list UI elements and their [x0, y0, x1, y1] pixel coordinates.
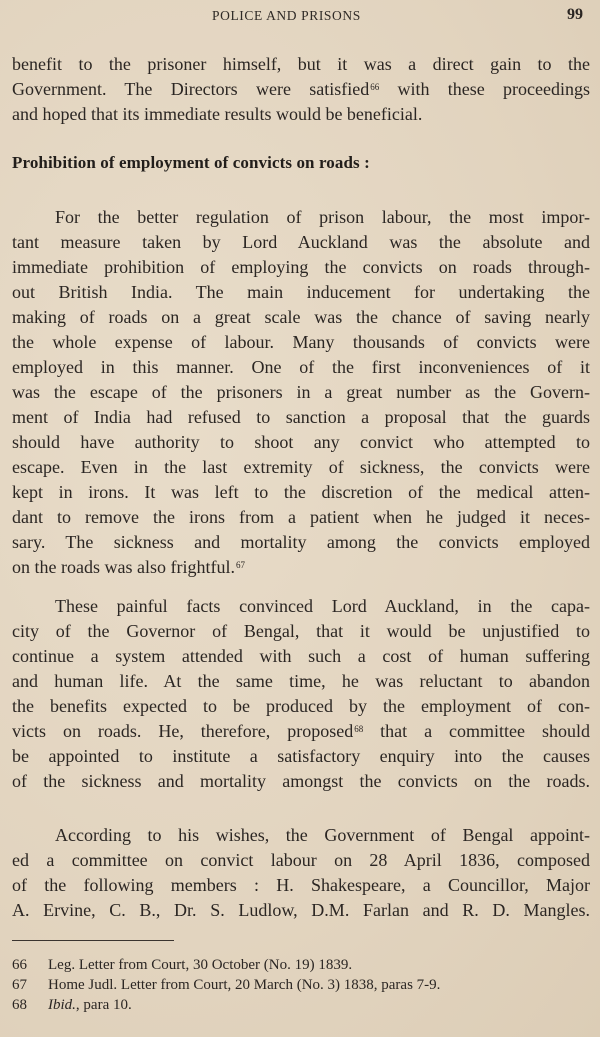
text-line: For the better regulation of prison labour, the most impor- [55, 207, 590, 227]
footnotes [12, 955, 592, 1015]
footnote-ref-66[interactable]: 66 [370, 82, 380, 92]
text-line: out British India. The main inducement for undertaking the [12, 282, 590, 302]
text-line [12, 77, 590, 102]
text-line: and human life. At the same time, he was reluctant to abandon [12, 671, 590, 691]
text-span: Government. The Directors were satisfied [12, 79, 370, 99]
footnote-ref-68[interactable]: 68 [354, 724, 364, 734]
page-number: 99 [567, 6, 583, 23]
text-span: on the roads was also frightful. [12, 557, 235, 577]
running-title: POLICE AND PRISONS [212, 8, 361, 23]
paragraph-committee [12, 823, 590, 923]
footnote-68 [12, 995, 592, 1015]
text-line: should have authority to shoot any convict who attempted to [12, 432, 590, 452]
text-line: city of the Governor of Bengal, that it would be unjustified to [12, 621, 590, 641]
text-line: the benefits expected to be produced by the employment of con- [12, 696, 590, 716]
text-line: the whole expense of labour. Many thousands of convicts were [12, 332, 590, 352]
footnote-italic: Ibid. [48, 997, 76, 1013]
text-line [12, 555, 590, 580]
text-line: of the following members : H. Shakespeare, a Councillor, Major [12, 875, 590, 895]
text-line: was the escape of the prisoners in a great number as the Govern- [12, 382, 590, 402]
text-line: dant to remove the irons from a patient when he judged it neces- [12, 507, 590, 527]
text-line: escape. Even in the last extremity of sickness, the convicts were [12, 457, 590, 477]
text-line: making of roads on a great scale was the chance of saving nearly [12, 307, 590, 327]
text-line: benefit to the prisoner himself, but it was a direct gain to the [12, 54, 590, 74]
text-line: immediate prohibition of employing the convicts on roads through- [12, 257, 590, 277]
running-head [0, 6, 600, 28]
footnote-67 [12, 975, 592, 995]
text-line: According to his wishes, the Government of Bengal appoint- [55, 825, 590, 845]
footnote-text [48, 995, 132, 1015]
text-span: with these proceedings [379, 79, 591, 99]
footnote-66 [12, 955, 592, 975]
text-line: kept in irons. It was left to the discretion of the medical atten- [12, 482, 590, 502]
footnote-number: 66 [12, 957, 27, 973]
footnote-divider [12, 940, 174, 941]
text-line: ed a committee on convict labour on 28 April 1836, composed [12, 850, 590, 870]
text-line: These painful facts convinced Lord Auckland, in the capa- [55, 596, 590, 616]
text-line: be appointed to institute a satisfactory enquiry into the causes [12, 746, 590, 766]
text-line: tant measure taken by Lord Auckland was the absolute and [12, 232, 590, 252]
text-line: employed in this manner. One of the first inconveniences of it [12, 357, 590, 377]
text-line: and hoped that its immediate results would be beneficial. [12, 104, 423, 124]
text-line: continue a system attended with such a cost of human suffering [12, 646, 590, 666]
footnote-text: Home Judl. Letter from Court, 20 March (No. 3) 1838, paras 7-9. [48, 977, 441, 993]
footnote-ref-67[interactable]: 67 [235, 560, 245, 570]
text-line: sary. The sickness and mortality among the convicts employed [12, 532, 590, 552]
text-span: victs on roads. He, therefore, proposed [12, 721, 354, 741]
text-line: of the sickness and mortality amongst the convicts on the roads. [12, 771, 590, 791]
text-line [12, 719, 590, 744]
footnote-number: 67 [12, 977, 27, 993]
paragraph-painful-facts [12, 594, 590, 794]
text-line: A. Ervine, C. B., Dr. S. Ludlow, D.M. Farlan and R. D. Mangles. [12, 900, 590, 920]
footnote-text: Leg. Letter from Court, 30 October (No. 19) 1839. [48, 957, 353, 973]
text-span: that a committee should [363, 721, 590, 741]
paragraph-continuation [12, 52, 590, 127]
text-line: ment of India had refused to sanction a proposal that the guards [12, 407, 590, 427]
footnote-text-rest: , para 10. [75, 997, 132, 1013]
paragraph-prohibition [12, 205, 590, 580]
footnote-number: 68 [12, 997, 27, 1013]
section-heading: Prohibition of employment of convicts on roads : [12, 153, 370, 172]
